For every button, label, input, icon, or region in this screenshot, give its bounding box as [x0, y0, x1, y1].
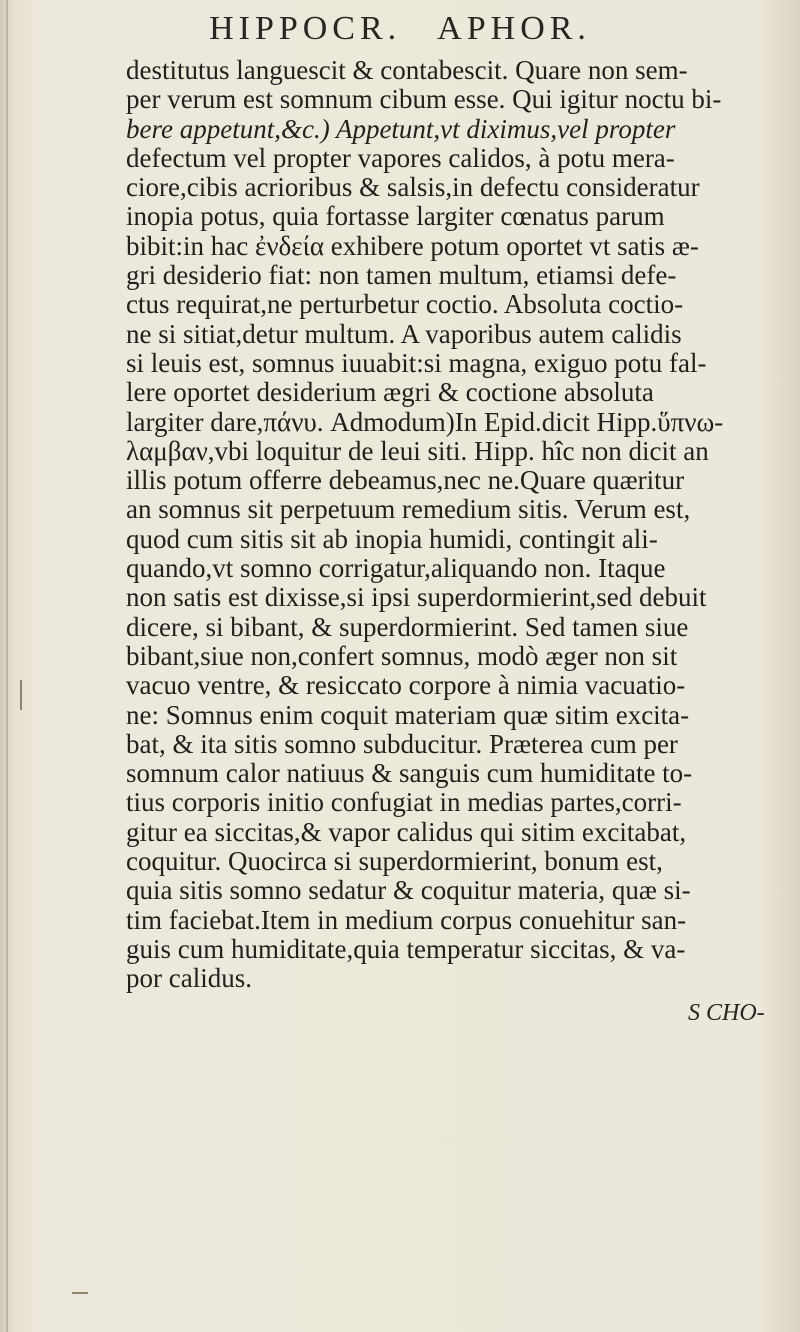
margin-mark: [72, 1292, 88, 1294]
text-line: bibant,siue non,confert somnus, modò æger non sit: [126, 641, 678, 671]
text-line: gri desiderio fiat: non tamen multum, etiamsi defe-: [126, 261, 677, 291]
margin-mark: [20, 680, 22, 710]
text-line: bat, & ita sitis somno subducitur. Præterea cum per: [126, 729, 678, 759]
text-line: tius corporis initio confugiat in medias partes,corri-: [126, 788, 682, 818]
text-line: ciore,cibis acrioribus & salsis,in defectu consideratur: [126, 173, 700, 203]
text-line: destitutus languescit & contabescit. Quare non sem-: [126, 56, 688, 85]
text-line: lere oportet desiderium ægri & coctione absoluta: [126, 378, 654, 408]
text-line: largiter dare,πάνυ. Admodum)In Epid.dicit Hipp.ὕπνω-: [126, 407, 724, 437]
text-line: defectum vel propter vapores calidos, à potu mera-: [126, 143, 675, 173]
text-line: si leuis est, somnus iuuabit:si magna, exiguo potu fal-: [126, 348, 707, 378]
text-line: quia sitis somno sedatur & coquitur materia, quæ si-: [126, 876, 691, 906]
text-line: quod cum sitis sit ab inopia humidi, contingit ali-: [126, 524, 658, 554]
text-line: guis cum humiditate,quia temperatur siccitas, & va-: [126, 934, 686, 964]
text-line: coquitur. Quocirca si superdormierint, bonum est,: [126, 847, 663, 877]
text-line: dicere, si bibant, & superdormierint. Sed tamen siue: [126, 612, 689, 642]
running-header: [0, 10, 800, 48]
text-line: por calidus.: [126, 964, 252, 994]
text-line: ctus requirat,ne perturbetur coctio. Absoluta coctio-: [126, 290, 684, 320]
text-line: an somnus sit perpetuum remedium sitis. Verum est,: [126, 495, 691, 525]
text-line: inopia potus, quia fortasse largiter cœnatus parum: [126, 202, 665, 232]
header-left: HIPPOCR.: [209, 10, 402, 47]
text-line: ne si sitiat,detur multum. A vaporibus autem calidis: [126, 319, 682, 349]
text-line: bere appetunt,&c.) Appetunt,vt diximus,vel propter: [126, 114, 676, 144]
text-line: non satis est dixisse,si ipsi superdormierint,sed debuit: [126, 583, 707, 613]
text-line: gitur ea siccitas,& vapor calidus qui sitim excitabat,: [126, 817, 687, 847]
text-line: quando,vt somno corrigatur,aliquando non. Itaque: [126, 554, 666, 584]
text-line: per verum est somnum cibum esse. Qui igitur noctu bi-: [126, 85, 722, 115]
catchword: S CHO-: [688, 1000, 765, 1026]
body-text: [126, 56, 796, 994]
page-gutter: [6, 0, 8, 1332]
text-line: tim faciebat.Item in medium corpus conuehitur san-: [126, 905, 687, 935]
header-right: APHOR.: [437, 10, 591, 47]
text-line: ne: Somnus enim coquit materiam quæ sitim excita-: [126, 700, 690, 730]
text-line: vacuo ventre, & resiccato corpore à nimia vacuatio-: [126, 671, 686, 701]
text-line: λαμβαν,vbi loquitur de leui siti. Hipp. hîc non dicit an: [126, 436, 709, 466]
text-line: illis potum offerre debeamus,nec ne.Quare quæritur: [126, 466, 685, 496]
text-line: bibit:in hac ἐνδεία exhibere potum oportet vt satis æ-: [126, 231, 699, 261]
text-line: somnum calor natiuus & sanguis cum humiditate to-: [126, 759, 693, 789]
